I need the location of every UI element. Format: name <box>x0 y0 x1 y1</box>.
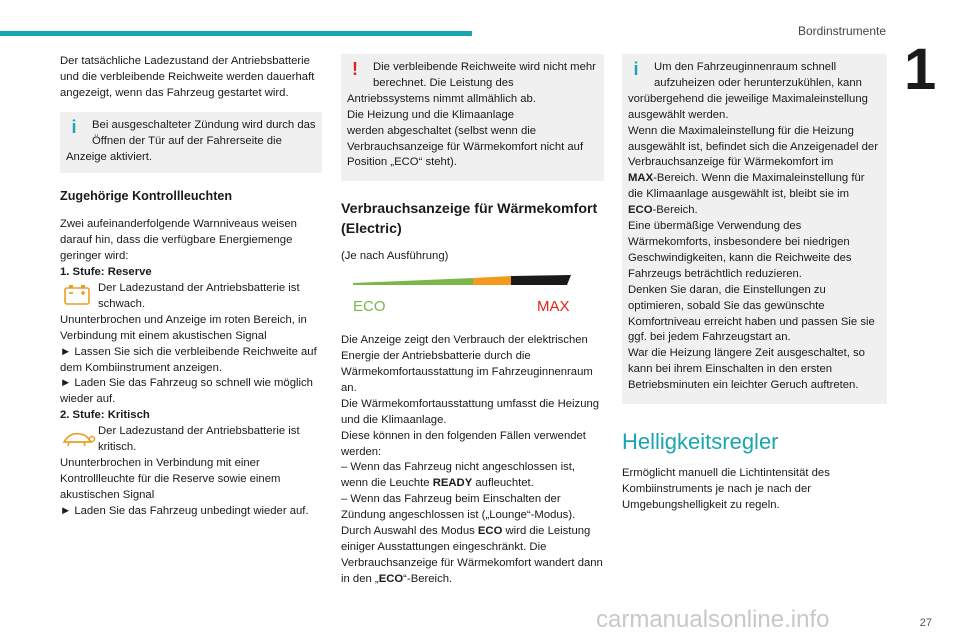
header-accent-bar <box>0 31 472 36</box>
brightness-paragraph: Ermöglicht manuell die Lichtintensität des Kombiinstruments je nach je nach der Umgebungshelligkeit zu regeln. <box>622 467 830 511</box>
stage1-line-2: ► Lassen Sie sich die verbleibende Reichweite auf dem Kombiinstrument anzeigen. <box>60 345 317 374</box>
stage2-line-2: ► Laden Sie das Fahrzeug unbedingt wieder auf. <box>60 504 309 517</box>
stage2-icon-row <box>60 424 322 456</box>
note-rest: Anzeige aktiviert. <box>66 150 153 163</box>
warning-levels-paragraph: Zwei aufeinanderfolgende Warnniveaus weisen darauf hin, dass die verfügbare Energiemenge geringer wird: <box>60 218 297 263</box>
note2-line: ECO-Bereich. <box>628 204 698 217</box>
section-title: Bordinstrumente <box>797 24 886 38</box>
watermark: carmanualsonline.info <box>596 606 830 633</box>
intro-paragraph: Der tatsächliche Ladezustand der Antriebsbatterie und die verbleibende Reichweite werden dauerhaft angezeigt, wenn das Fahrzeug gestartet wird. <box>60 55 315 99</box>
column-1 <box>60 54 322 520</box>
note2-first-line: Um den Fahrzeuginnenraum schnell aufzuheizen oder herunterzukühlen, kann <box>654 61 862 89</box>
stage1-line-3: ► Laden Sie das Fahrzeug so schnell wie möglich wieder auf. <box>60 377 313 406</box>
note2-line: Eine übermäßige Verwendung des Wärmekomforts, insbesondere bei niedrigen Geschwindigkeiten, kann die Reichweite des Fahrzeugs beträchtlich reduzieren. <box>628 220 852 280</box>
warning-rest: Antriebssystems nimmt allmählich ab. Die Heizung und die Klimaanlage werden abgeschaltet (selbst wenn die Verbrauchsanzeige für Wärmekomfort nicht auf Position „ECO“ steht). <box>347 92 584 169</box>
note2-line: MAX-Bereich. Wenn die Maximaleinstellung für die Klimaanlage ausgewählt ist, bleibt sie im <box>628 172 865 201</box>
case-2: – Wenn das Fahrzeug beim Einschalten der Zündung angeschlossen ist („Lounge“-Modus). <box>341 493 576 522</box>
note2-line: War die Heizung längere Zeit ausgeschaltet, so kann bei ihrem Einschalten in den ersten Betriebsminuten ein leichter Geruch auftreten. <box>628 347 865 392</box>
warning-exclamation-icon: ! <box>352 59 358 79</box>
info-note <box>60 112 322 174</box>
section-heading: Zugehörige Kontrollleuchten <box>60 189 233 204</box>
case-1: – Wenn das Fahrzeug nicht angeschlossen ist, wenn die Leuchte READY aufleuchtet. <box>341 461 576 490</box>
version-note: (Je nach Ausführung) <box>341 250 449 263</box>
note2-line: Denken Sie daran, die Einstellungen zu optimieren, sobald Sie das gewünschte Komfortniveau erreicht haben und passen Sie sie ggf. bei jedem Fahrzeugstart an. <box>628 283 875 344</box>
info-icon: i <box>71 116 77 137</box>
page-number: 27 <box>919 617 932 629</box>
column-3 <box>622 54 887 514</box>
stage2-description: Der Ladezustand der Antriebsbatterie ist kritisch. <box>98 425 300 454</box>
stage2-title: 2. Stufe: Kritisch <box>60 409 150 422</box>
warning-note <box>341 54 604 181</box>
gauge-eco-label: ECO <box>353 298 386 316</box>
gauge-mid-segment <box>473 276 511 285</box>
note2-line: Wenn die Maximaleinstellung für die Heizung ausgewählt ist, befindet sich die Anzeigenadel der Verbrauchsanzeige für Wärmekomfort im <box>628 124 878 169</box>
thermal-comfort-gauge <box>353 275 583 317</box>
gauge-heading: Verbrauchsanzeige für Wärmekomfort (Electric) <box>341 201 598 238</box>
chapter-number: 1 <box>904 37 937 102</box>
stage1-line-1: Ununterbrochen und Anzeige im roten Bereich, in Verbindung mit einem akustischen Signal <box>60 313 307 342</box>
stage1-title: 1. Stufe: Reserve <box>60 266 152 279</box>
column-2 <box>341 54 604 588</box>
turtle-icon <box>60 424 96 454</box>
info-note-2 <box>622 54 887 404</box>
warning-first-line: Die verbleibende Reichweite wird nicht mehr berechnet. Die Leistung des <box>373 61 596 89</box>
brightness-heading: Helligkeitsregler <box>622 429 779 455</box>
info-icon: i <box>633 59 639 79</box>
stage2-line-1: Ununterbrochen in Verbindung mit einer Kontrollleuchte für die Reserve sowie einem akustischen Signal <box>60 456 281 501</box>
note-first-line: Bei ausgeschalteter Zündung wird durch das Öffnen der Tür auf der Fahrerseite die <box>92 118 316 147</box>
gauge-max-label: MAX <box>537 298 570 316</box>
gauge-max-segment <box>511 275 571 285</box>
stage1-icon-row <box>60 281 322 313</box>
gauge-eco-segment <box>353 278 473 285</box>
gauge-para-1: Die Anzeige zeigt den Verbrauch der elektrischen Energie der Antriebsbatterie durch die Wärmekomfortausstattung im Fahrzeuginnenraum an. <box>341 334 593 394</box>
gauge-para-3: Diese können in den folgenden Fällen verwendet werden: <box>341 429 586 458</box>
eco-mode-paragraph: Durch Auswahl des Modus ECO wird die Leistung einiger Ausstattungen eingeschränkt. Die Verbrauchsanzeige für Wärmekomfort wandert dann in den „ECO“-Bereich. <box>341 525 603 585</box>
battery-reserve-icon <box>60 281 96 311</box>
gauge-para-2: Die Wärmekomfortausstattung umfasst die Heizung und die Klimaanlage. <box>341 397 600 426</box>
note2-line: vorübergehend die jeweilige Maximaleinstellung ausgewählt werden. <box>628 92 868 121</box>
stage1-description: Der Ladezustand der Antriebsbatterie ist schwach. <box>98 281 300 310</box>
